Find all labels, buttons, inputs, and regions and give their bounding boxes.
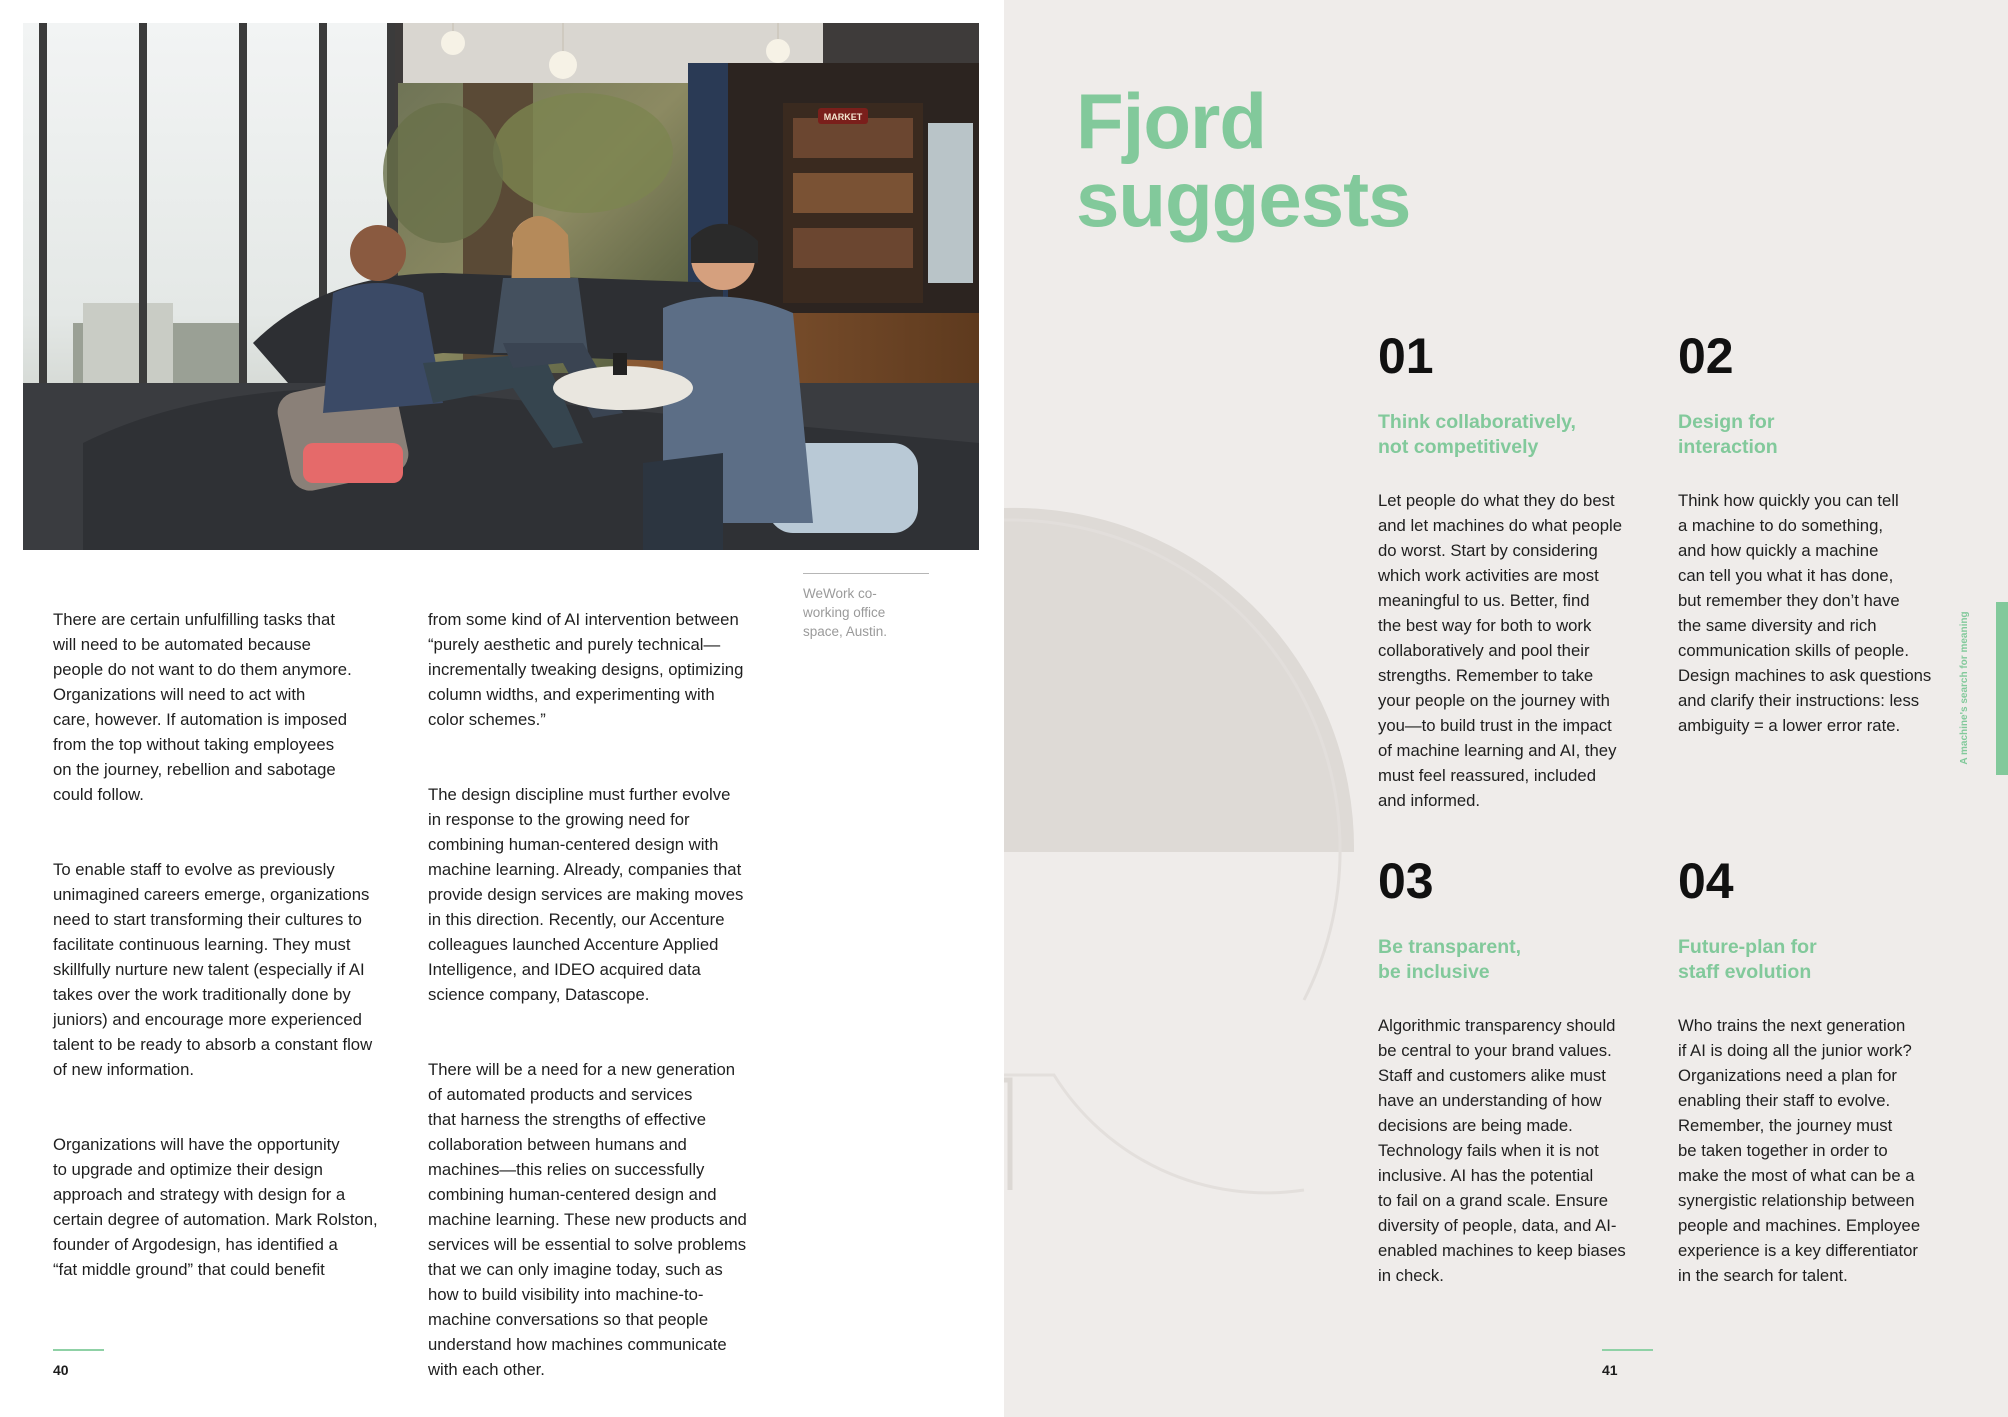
suggestion-heading: Think collaboratively, not competitively [1378,411,1576,458]
office-lounge-photo [23,23,979,550]
market-sign-text: MARKET [823,112,863,122]
paragraph: There are certain unfulfilling tasks that will need to be automated because people do not want to do them anymore. Organizations will need to act with care, however. If automation is imposed from the top without taking employees on the journey, rebellion and sabotage could follow. [53,610,352,804]
suggestion-text: Who trains the next generation if AI is doing all the junior work? Organizations need a plan for enabling their staff to evolve. Remember, the journey must be taken together in order to make the most of what can be a synergistic relationship between people and machines. Employee experience is a key differentiator in the search for talent. [1678,1016,1921,1285]
right-page [1004,0,2008,1417]
page-number-right: 41 [1602,1362,1618,1378]
photo-illustration [23,23,979,550]
suggestion-heading: Be transparent, be inclusive [1378,936,1522,983]
paragraph: Organizations will have the opportunity to upgrade and optimize their design approach and strategy with design for a certain degree of automation. Mark Rolston, founder of Argodesign, has identified a “fat middle ground” that could benefit [53,1135,378,1279]
suggestion-text: Algorithmic transparency should be central to your brand values. Staff and customers alike must have an understanding of how decisions are being made. Technology fails when it is not inclusive. AI has the potential to fail on a grand scale. Ensure diversity of people, data, and AI- enabled machines to keep biases in check. [1378,1016,1626,1285]
suggestion-heading: Future-plan for staff evolution [1678,936,1817,983]
caption-divider [803,573,929,574]
paragraph: The design discipline must further evolve in response to the growing need for combining human-centered design with machine learning. Already, companies that provide design services are making moves in this direction. Recently, our Accenture colleagues launched Accenture Applied Intelligence, and IDEO acquired data science company, Datascope. [428,785,744,1004]
page-number-left: 40 [53,1362,69,1378]
folio-rule-left [53,1349,104,1351]
suggestion-number: 04 [1678,853,1734,909]
suggestion-03 [1378,853,1648,1288]
side-tab-marker [1996,602,2008,775]
paragraph: There will be a need for a new generation of automated products and services that harness the strengths of effective collaboration between humans and machines—this relies on successfully combining human-centered design and machine learning. These new products and services will be essential to solve problems that we can only imagine today, such as how to build visibility into machine-to- machine conversations so that people understand how machines communicate with each other. [428,1060,747,1379]
suggestion-text: Let people do what they do best and let machines do what people do worst. Start by considering which work activities are most meaningful to us. Better, find the best way for both to work collaboratively and pool their strengths. Remember to take your people on the journey with you—to build trust in the impact of machine learning and AI, they must feel reassured, included and informed. [1378,491,1622,810]
suggestion-02 [1678,328,1948,738]
suggestion-04 [1678,853,1948,1288]
folio-rule-right [1602,1349,1653,1351]
decorative-arc-graphic [1004,490,1404,1210]
suggestion-number: 03 [1378,853,1434,909]
photo-caption: WeWork co- working office space, Austin. [803,586,888,639]
running-section-label: A machine's search for meaning [1959,611,1970,765]
suggestion-text: Think how quickly you can tell a machine to do something, and how quickly a machine can tell you what it has done, but remember they don’t have the same diversity and rich communication skills of people. Design machines to ask questions and clarify their instructions: less ambiguity = a lower error rate. [1678,491,1932,735]
suggestion-number: 01 [1378,328,1434,384]
suggestion-number: 02 [1678,328,1734,384]
body-column-2 [428,582,788,1417]
body-column-1 [53,582,413,1332]
suggestion-heading: Design for interaction [1678,411,1778,458]
paragraph: from some kind of AI intervention between “purely aesthetic and purely technical— incrementally tweaking designs, optimizing column widths, and experimenting with color schemes.” [428,610,744,729]
page-title: Fjord suggests [1076,77,1411,243]
suggestion-01 [1378,328,1648,813]
paragraph: To enable staff to evolve as previously unimagined careers emerge, organizations need to start transforming their cultures to facilitate continuous learning. They must skillfully nurture new talent (especially if AI takes over the work traditionally done by juniors) and encourage more experienced talent to be ready to absorb a constant flow of new information. [53,860,373,1079]
